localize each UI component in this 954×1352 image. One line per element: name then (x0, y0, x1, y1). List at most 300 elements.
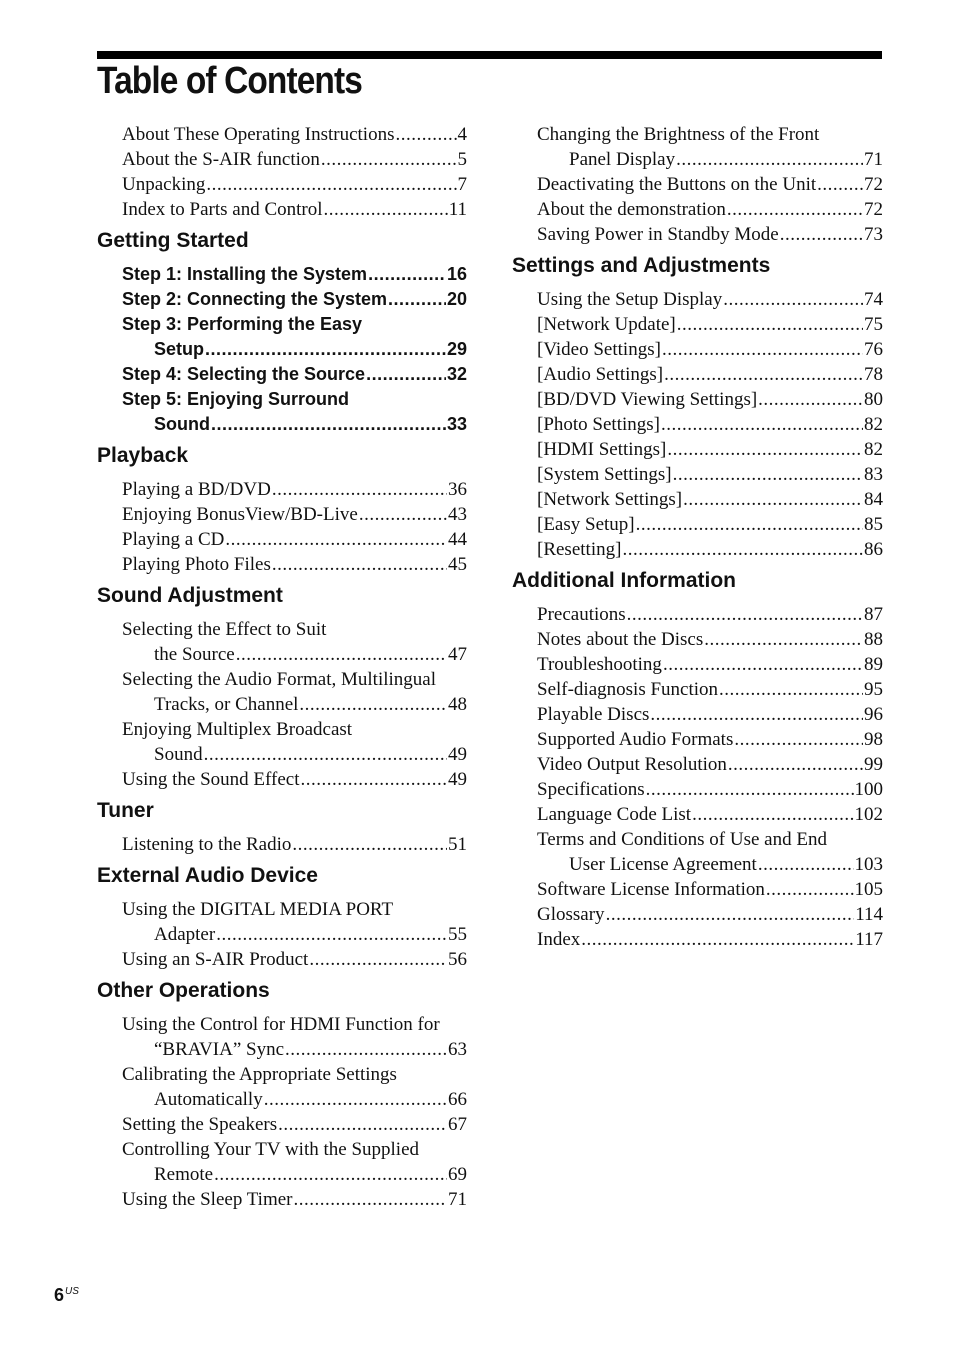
dot-leader (366, 362, 446, 387)
toc-entry-line (122, 617, 467, 642)
toc-entry-line (537, 877, 883, 902)
dot-leader (395, 122, 456, 147)
toc-entry-list (97, 1012, 467, 1212)
dot-leader (667, 437, 863, 462)
toc-entry-line (122, 717, 467, 742)
toc-page-number: 44 (448, 529, 467, 550)
toc-page-number: 99 (864, 754, 883, 775)
dot-leader (766, 877, 854, 902)
dot-leader (727, 197, 863, 222)
toc-entry-text: Changing the Brightness of the Front (537, 124, 820, 145)
toc-page-number: 11 (448, 199, 467, 220)
toc-entry-line (537, 602, 883, 627)
page-number-suffix: US (65, 1286, 79, 1297)
toc-entry[interactable] (512, 927, 883, 952)
toc-entry-line (122, 832, 467, 857)
toc-page-number: 85 (864, 514, 883, 535)
toc-entry-line (122, 477, 467, 502)
toc-page-number: 55 (448, 924, 467, 945)
section-heading: External Audio Device (97, 864, 318, 887)
toc-entry[interactable] (512, 197, 883, 222)
toc-entry[interactable] (512, 802, 883, 827)
toc-entry-line (537, 802, 883, 827)
dot-leader (719, 677, 863, 702)
toc-page-number: 63 (448, 1039, 467, 1060)
toc-entry-line (537, 512, 883, 537)
dot-leader (661, 412, 863, 437)
toc-section-tuner (97, 798, 467, 857)
dot-leader (309, 947, 447, 972)
toc-entry-line (537, 437, 883, 462)
dot-leader (817, 172, 863, 197)
toc-page-number: 43 (448, 504, 467, 525)
toc-entry-text: [HDMI Settings] (537, 439, 667, 460)
toc-entry-text: [Audio Settings] (537, 364, 664, 385)
toc-entry-line (537, 487, 883, 512)
toc-page-number: 75 (864, 314, 883, 335)
dot-leader (734, 727, 863, 752)
toc-page-number: 66 (448, 1089, 467, 1110)
dot-leader (677, 312, 863, 337)
toc-entry[interactable] (97, 477, 467, 502)
toc-entry-line (122, 312, 467, 337)
toc-entry-line (122, 1037, 467, 1062)
toc-entry[interactable] (97, 832, 467, 857)
toc-page-number: 71 (448, 1189, 467, 1210)
toc-entry[interactable] (512, 172, 883, 197)
toc-entry[interactable] (97, 617, 467, 667)
toc-entry-list (512, 122, 883, 247)
toc-entry[interactable] (512, 512, 883, 537)
toc-entry[interactable] (97, 362, 467, 387)
toc-column-left (97, 122, 467, 1212)
toc-entry[interactable] (512, 652, 883, 677)
toc-entry-line (537, 462, 883, 487)
toc-page-number: 29 (446, 339, 467, 359)
toc-entry-text: About the demonstration (537, 199, 726, 220)
dot-leader (321, 147, 457, 172)
toc-page-number: 33 (446, 414, 467, 434)
toc-entry[interactable] (512, 287, 883, 312)
toc-entry[interactable] (97, 197, 467, 222)
toc-entry-text: Language Code List (537, 804, 692, 825)
dot-leader (225, 527, 447, 552)
dot-leader (388, 287, 446, 312)
toc-entry-line (122, 1162, 467, 1187)
toc-entry-text: Unpacking (122, 174, 206, 195)
toc-entry-text: [Easy Setup] (537, 514, 635, 535)
dot-leader (301, 767, 448, 792)
toc-entry-line (122, 1112, 467, 1137)
toc-entry-line (537, 147, 883, 172)
toc-entry-text: Using the DIGITAL MEDIA PORT (122, 899, 394, 920)
toc-entry-line (122, 922, 467, 947)
dot-leader (206, 172, 456, 197)
toc-entry-text: Precautions (537, 604, 626, 625)
toc-entry-line (122, 947, 467, 972)
dot-leader (278, 1112, 447, 1137)
toc-page-number: 7 (457, 174, 467, 195)
toc-entry-text: the Source (154, 644, 235, 665)
toc-entry[interactable] (97, 287, 467, 312)
toc-entry-text: Using an S-AIR Product (122, 949, 309, 970)
toc-entry[interactable] (97, 312, 467, 362)
toc-entry-text: Setup (154, 339, 205, 359)
toc-entry[interactable] (97, 897, 467, 947)
toc-entry-text: About the S-AIR function (122, 149, 320, 170)
toc-entry-line (122, 122, 467, 147)
toc-page-number: 72 (864, 174, 883, 195)
toc-entry-line (537, 122, 883, 147)
toc-page-number: 49 (448, 769, 467, 790)
toc-page-number: 83 (864, 464, 883, 485)
toc-entry[interactable] (512, 902, 883, 927)
toc-entry-text: Selecting the Audio Format, Multilingual (122, 669, 437, 690)
toc-entry[interactable] (512, 337, 883, 362)
toc-entry-line (122, 527, 467, 552)
dot-leader (622, 537, 863, 562)
toc-section-other-operations (97, 978, 467, 1212)
toc-entry-text: Deactivating the Buttons on the Unit (537, 174, 817, 195)
toc-entry-line (537, 777, 883, 802)
toc-entry-line (537, 312, 883, 337)
dot-leader (758, 387, 863, 412)
dot-leader (204, 742, 447, 767)
toc-entry-line (537, 852, 883, 877)
toc-entry-text: Using the Sleep Timer (122, 1189, 293, 1210)
toc-entry-text: Playing a CD (122, 529, 225, 550)
section-heading: Getting Started (97, 229, 249, 252)
toc-entry-text: Index (537, 929, 581, 950)
toc-entry[interactable] (97, 947, 467, 972)
toc-entry[interactable] (97, 1137, 467, 1187)
toc-section-external-audio-device (97, 863, 467, 972)
toc-entry-line (122, 767, 467, 792)
toc-entry-text: [BD/DVD Viewing Settings] (537, 389, 758, 410)
toc-entry-line (122, 552, 467, 577)
dot-leader (663, 652, 863, 677)
toc-page-number: 56 (448, 949, 467, 970)
toc-entry-text: [Photo Settings] (537, 414, 660, 435)
toc-entry[interactable] (97, 1062, 467, 1112)
toc-entry-line (122, 147, 467, 172)
dot-leader (211, 412, 446, 437)
toc-page-number: 105 (854, 879, 883, 900)
toc-entry-line (122, 362, 467, 387)
toc-page-number: 73 (864, 224, 883, 245)
toc-page-number: 16 (446, 264, 467, 284)
toc-page-number: 102 (854, 804, 883, 825)
toc-entry-line (537, 362, 883, 387)
dot-leader (285, 1037, 447, 1062)
toc-entry[interactable] (97, 552, 467, 577)
toc-entry-line (122, 262, 467, 287)
toc-page-number: 69 (448, 1164, 467, 1185)
toc-page-number: 71 (864, 149, 883, 170)
toc-entry-text: Using the Setup Display (537, 289, 723, 310)
toc-page-number: 84 (864, 489, 883, 510)
toc-entry-text: Terms and Conditions of Use and End (537, 829, 827, 850)
toc-entry-list (97, 832, 467, 857)
toc-page-number: 78 (864, 364, 883, 385)
toc-section-intro (97, 122, 467, 222)
toc-entry-line (537, 287, 883, 312)
toc-entry-line (122, 412, 467, 437)
toc-entry-text: Step 4: Selecting the Source (122, 364, 366, 384)
toc-page-number: 36 (448, 479, 467, 500)
toc-entry[interactable] (512, 487, 883, 512)
dot-leader (272, 477, 447, 502)
toc-entry[interactable] (97, 502, 467, 527)
toc-entry-text: Playable Discs (537, 704, 650, 725)
toc-entry-text: Notes about the Discs (537, 629, 704, 650)
toc-entry-line (122, 1087, 467, 1112)
dot-leader (683, 487, 863, 512)
dot-leader (205, 337, 446, 362)
toc-page-number: 96 (864, 704, 883, 725)
section-heading: Sound Adjustment (97, 584, 283, 607)
toc-page-number: 87 (864, 604, 883, 625)
toc-entry-line (537, 752, 883, 777)
toc-entry-text: Using the Control for HDMI Function for (122, 1014, 440, 1035)
toc-entry-text: Using the Sound Effect (122, 769, 300, 790)
toc-page-number: 20 (446, 289, 467, 309)
toc-entry-text: Supported Audio Formats (537, 729, 734, 750)
toc-entry[interactable] (97, 147, 467, 172)
toc-entry-text: Tracks, or Channel (154, 694, 299, 715)
toc-entry-text: Playing Photo Files (122, 554, 271, 575)
toc-entry-line (122, 897, 467, 922)
toc-entry-text: Listening to the Radio (122, 834, 292, 855)
toc-page-number: 80 (864, 389, 883, 410)
dot-leader (324, 197, 448, 222)
toc-entry[interactable] (512, 537, 883, 562)
dot-leader (359, 502, 447, 527)
toc-entry-list (512, 287, 883, 562)
toc-entry[interactable] (97, 667, 467, 717)
toc-entry-text: Selecting the Effect to Suit (122, 619, 327, 640)
toc-entry-list (97, 617, 467, 792)
toc-entry-text: [Resetting] (537, 539, 622, 560)
page-number-value: 6 (54, 1285, 65, 1305)
toc-entry-text: [Network Settings] (537, 489, 683, 510)
toc-entry[interactable] (97, 172, 467, 197)
toc-entry-line (537, 927, 883, 952)
toc-entry-text: “BRAVIA” Sync (154, 1039, 285, 1060)
toc-page-number: 32 (446, 364, 467, 384)
toc-entry[interactable] (512, 412, 883, 437)
toc-page-number: 72 (864, 199, 883, 220)
toc-entry-line (122, 337, 467, 362)
toc-entry[interactable] (97, 767, 467, 792)
toc-entry-line (537, 827, 883, 852)
toc-entry-line (537, 702, 883, 727)
toc-entry-text: Enjoying BonusView/BD-Live (122, 504, 358, 525)
dot-leader (723, 287, 863, 312)
toc-entry-line (537, 172, 883, 197)
toc-page-number: 5 (457, 149, 467, 170)
toc-entry-line (537, 902, 883, 927)
toc-entry[interactable] (512, 122, 883, 172)
dot-leader (368, 262, 446, 287)
dot-leader (662, 337, 863, 362)
toc-entry[interactable] (97, 1112, 467, 1137)
dot-leader (692, 802, 853, 827)
toc-entry[interactable] (97, 717, 467, 767)
toc-entry[interactable] (512, 702, 883, 727)
toc-section-getting-started (97, 228, 467, 437)
toc-entry-line (537, 222, 883, 247)
dot-leader (606, 902, 855, 927)
toc-entry-list (512, 602, 883, 952)
toc-entry-text: Panel Display (569, 149, 676, 170)
dot-leader (299, 692, 447, 717)
dot-leader (728, 752, 863, 777)
toc-page-number: 51 (448, 834, 467, 855)
toc-entry-text: User License Agreement (569, 854, 757, 875)
toc-entry-text: Setting the Speakers (122, 1114, 278, 1135)
toc-page-number: 103 (854, 854, 883, 875)
toc-column-right (512, 122, 883, 952)
toc-entry[interactable] (512, 627, 883, 652)
toc-entry-line (122, 502, 467, 527)
toc-entry-line (537, 537, 883, 562)
toc-entry-line (122, 172, 467, 197)
toc-entry-text: Sound (154, 744, 203, 765)
toc-entry[interactable] (512, 312, 883, 337)
section-heading: Other Operations (97, 979, 270, 1002)
toc-entry[interactable] (97, 527, 467, 552)
section-heading: Playback (97, 444, 189, 467)
toc-entry[interactable] (97, 262, 467, 287)
toc-entry-text: Step 5: Enjoying Surround (122, 389, 350, 409)
toc-entry-line (122, 1187, 467, 1212)
toc-entry-line (122, 692, 467, 717)
toc-entry-line (122, 667, 467, 692)
toc-section-settings-and-adjustments (512, 253, 883, 562)
dot-leader (272, 552, 447, 577)
toc-entry-list (97, 897, 467, 972)
toc-entry-text: Adapter (154, 924, 216, 945)
toc-entry-text: Sound (154, 414, 210, 434)
dot-leader (627, 602, 863, 627)
toc-entry-list (97, 477, 467, 577)
toc-section-intro (512, 122, 883, 247)
toc-entry-text: Index to Parts and Control (122, 199, 323, 220)
dot-leader (236, 642, 447, 667)
dot-leader (673, 462, 863, 487)
dot-leader (264, 1087, 447, 1112)
toc-page-number: 89 (864, 654, 883, 675)
toc-entry-text: Remote (154, 1164, 214, 1185)
dot-leader (636, 512, 863, 537)
toc-entry[interactable] (512, 752, 883, 777)
toc-entry-text: Step 2: Connecting the System (122, 289, 388, 309)
toc-page-number: 45 (448, 554, 467, 575)
toc-entry[interactable] (512, 602, 883, 627)
toc-entry-line (537, 627, 883, 652)
toc-entry-line (122, 287, 467, 312)
toc-entry[interactable] (512, 437, 883, 462)
toc-entry[interactable] (512, 387, 883, 412)
toc-entry[interactable] (512, 677, 883, 702)
toc-entry[interactable] (512, 727, 883, 752)
toc-entry[interactable] (97, 1187, 467, 1212)
toc-entry-text: Glossary (537, 904, 605, 925)
toc-entry-line (537, 412, 883, 437)
toc-entry-text: Software License Information (537, 879, 765, 900)
dot-leader (293, 1187, 447, 1212)
dot-leader (650, 702, 863, 727)
dot-leader (664, 362, 863, 387)
toc-entry-text: Step 1: Installing the System (122, 264, 368, 284)
toc-page-number: 88 (864, 629, 883, 650)
toc-entry-text: Video Output Resolution (537, 754, 727, 775)
toc-entry[interactable] (512, 777, 883, 802)
toc-entry-line (122, 742, 467, 767)
page-title: Table of Contents (97, 60, 362, 102)
page-number (54, 1285, 79, 1306)
toc-page-number: 98 (864, 729, 883, 750)
toc-page-number: 67 (448, 1114, 467, 1135)
section-heading: Additional Information (512, 569, 736, 592)
toc-entry-line (122, 197, 467, 222)
toc-page-number: 48 (448, 694, 467, 715)
toc-entry-text: Specifications (537, 779, 645, 800)
section-heading: Settings and Adjustments (512, 254, 771, 277)
toc-entry-line (122, 1012, 467, 1037)
toc-entry-line (537, 387, 883, 412)
toc-entry-line (537, 652, 883, 677)
toc-page-number: 4 (457, 124, 467, 145)
toc-entry-list (97, 122, 467, 222)
toc-entry[interactable] (97, 122, 467, 147)
toc-page-number: 114 (855, 904, 883, 925)
toc-entry[interactable] (512, 877, 883, 902)
dot-leader (216, 922, 447, 947)
toc-page-number: 100 (854, 779, 883, 800)
toc-page-number: 86 (864, 539, 883, 560)
toc-entry[interactable] (97, 387, 467, 437)
toc-entry[interactable] (512, 362, 883, 387)
toc-entry-text: [System Settings] (537, 464, 672, 485)
toc-entry-text: Calibrating the Appropriate Settings (122, 1064, 397, 1085)
toc-entry-text: Troubleshooting (537, 654, 662, 675)
toc-entry-line (122, 1062, 467, 1087)
toc-entry-line (122, 387, 467, 412)
toc-entry[interactable] (512, 462, 883, 487)
dot-leader (758, 852, 854, 877)
toc-page-number: 74 (864, 289, 883, 310)
toc-entry-line (537, 677, 883, 702)
dot-leader (581, 927, 854, 952)
toc-page-number: 76 (864, 339, 883, 360)
toc-page-number: 117 (855, 929, 883, 950)
dot-leader (704, 627, 863, 652)
title-rule (97, 51, 882, 59)
toc-entry-text: Saving Power in Standby Mode (537, 224, 779, 245)
toc-entry[interactable] (512, 222, 883, 247)
toc-entry[interactable] (512, 827, 883, 877)
toc-entry-text: Enjoying Multiplex Broadcast (122, 719, 353, 740)
dot-leader (780, 222, 863, 247)
toc-entry-line (537, 727, 883, 752)
toc-page-number: 82 (864, 439, 883, 460)
toc-entry-text: Automatically (154, 1089, 263, 1110)
toc-entry[interactable] (97, 1012, 467, 1062)
toc-page-number: 47 (448, 644, 467, 665)
toc-entry-line (122, 642, 467, 667)
